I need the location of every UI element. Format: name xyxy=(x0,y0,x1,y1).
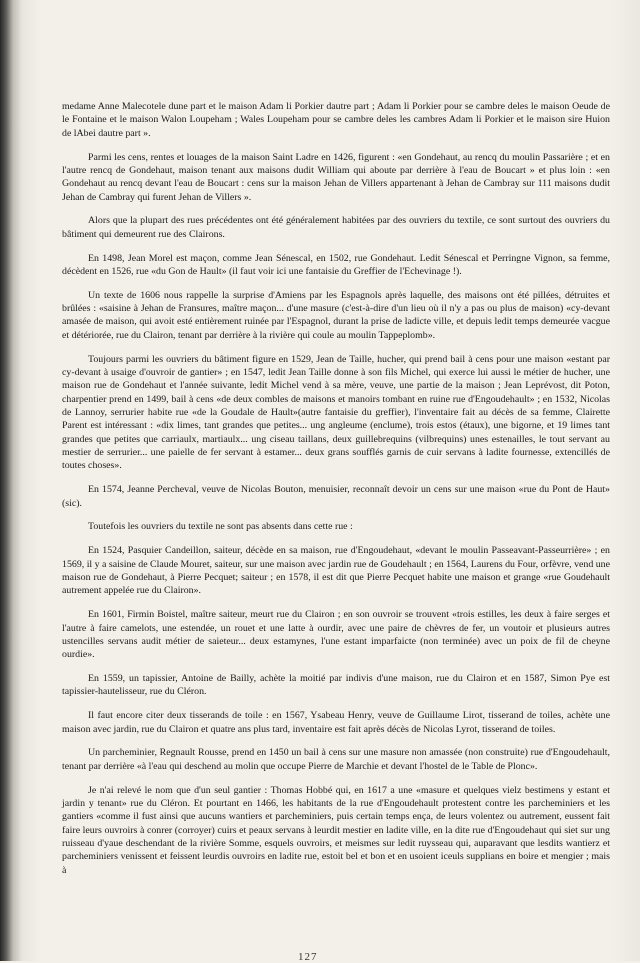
paragraph-12: Il faut encore citer deux tisserands de toile : en 1567, Ysabeau Henry, veuve de Guillaume Lirot, tisserand de toiles, achète une maison avec jardin, rue du Clairon et quatre ans plus tard, inventaire est fait après décès de Nicolas Lyrot, tisserand de toiles. xyxy=(62,710,610,735)
paragraph-1: medame Anne Malecotele dune part et le maison Adam li Porkier dautre part ; Adam li Porkier pour se cambre deles le maison Oeude de le Fontaine et le maison Walon Loupeham ; Wales Loupeham pour se cambre deles les cambres Adam li Porkier et le maison sire Huion de lAbei dautre part ». xyxy=(62,101,610,139)
page-text xyxy=(62,100,610,877)
paragraph-4: En 1498, Jean Morel est maçon, comme Jean Sénescal, en 1502, rue Gondehaut. Ledit Sénescal et Perringne Vignon, sa femme, décèdent en 1526, rue «du Gon de Hault» (il faut voir ici une fantaisie du Greffier de l'Echevinage !). xyxy=(62,252,610,277)
paragraph-5: Un texte de 1606 nous rappelle la surprise d'Amiens par les Espagnols après laquelle, des maisons ont été pillées, détruites et brûlées : «saisine à Jehan de Fransures, maître maçon... d'une masure (c'est-à-dire d'un lieu où il n'y a pas ou plus de maison) «cy-devant amasée de maison, qui avoit esté entièrement ruinée par l'Espagnol, durant la prise de ladicte ville, et depuis ledit temps demeurée vacgue et détériorée, rue du Clairon, tenant par derrière à la rivière qui coule au moulin Tappeplomb». xyxy=(62,289,610,341)
paragraph-2: Parmi les cens, rentes et louages de la maison Saint Ladre en 1426, figurent : «en Gondehaut, au rencq du moulin Passarière ; et en l'autre rencq de Gondehaut, maison tenant aux maisons dudit William qui aboute par derrière à l'eau de Boucart » et plus loin : «en Gondehaut au rencq devant l'eau de Boucart : cens sur la maison Jehan de Villers appartenant à Jehan de Cambray sur 111 maisons dudit Jehan de Cambray qui furent Jehan de Villers ». xyxy=(62,151,610,203)
paragraph-14: Je n'ai relevé le nom que d'un seul gantier : Thomas Hobbé qui, en 1617 a une «masure et quelques vielz bestimens y estant et jardin y tenant» rue du Cléron. Et pourtant en 1466, les habitants de la rue d'Engoudehault protestent contre les parcheminiers et les gantiers «comme il fust ainsi que aucuns wantiers et parcheminiers, puis certain temps ença, de leurs volentez ou autrement, eussent fait faire leurs ouvroirs à conrer (corroyer) cuirs et peaux servans à leurdit mestier en ladite ville, en la dite rue d'Engoudehaut qui siet sur ung ruisseau d'yaue deschendant de la rivière Somme, esquels ouvroirs, et meismes sur ledit ruysseau qui, auparavant que lesdits wantierz et parcheminiers venissent et feissent leurdis ouvroirs en ladite rue, estoit bel et bon et en usoient iceuls supplians en boire et mengier ; mais à xyxy=(62,784,610,876)
paragraph-7: En 1574, Jeanne Percheval, veuve de Nicolas Bouton, menuisier, reconnaît devoir un cens sur une maison «rue du Pont de Haut» (sic). xyxy=(62,484,610,509)
page-number: 127 xyxy=(298,951,318,963)
paragraph-9: En 1524, Pasquier Candeillon, saiteur, décède en sa maison, rue d'Engoudehaut, «devant le moulin Passeavant-Passeurrière» ; en 1569, il y a saisine de Claude Mouret, saiteur, sur une maison avec jardin rue de Goudehault ; en 1564, Laurens du Four, orfèvre, vend une maison rue de Gondehaut, à Pierre Pecquet; saiteur ; en 1578, il est dit que Pierre Pecquet habite une maison et grange «rue Goudehault autrement appelée rue du Clairon». xyxy=(62,545,610,597)
paragraph-6: Toujours parmi les ouvriers du bâtiment figure en 1529, Jean de Taille, hucher, qui prend bail à cens pour une maison «estant par cy-devant à usaige d'ouvroir de gantier» ; en 1547, ledit Jean Taille donne à son fils Michel, qui exerce lui aussi le métier de hucher, une maison rue de Gondehaut et l'année suivante, ledit Michel vend à sa mère, veuve, une partie de la maison ; Jean Leprévost, dit Poton, charpentier prend en 1499, bail à cens «de deux combles de maisons et manoirs tombant en ruine rue d'Engoudehault» ; en 1532, Nicolas de Lannoy, serrurier habite rue «de la Goudale de Hault»(autre fantaisie du greffier), l'inventaire fait au décès de sa femme, Clairette Parent est intéressant : «dix limes, tant grandes que petites... ung angleume (enclume), trois estos (étaux), une bigorne, et 19 limes tant grandes que petites que carriaulx, martiaulx... ung ciseau taillans, deux guillebrequins (vilbrequins) unes estenailles, le tout servant au mestier de serrurier... une paielle de fer servant à estamer... deux grans soufflés garnis de cuir servans à ladite fournesse, extencillés de toutes choses». xyxy=(62,353,610,472)
paragraph-3: Alors que la plupart des rues précédentes ont été généralement habitées par des ouvriers du textile, ce sont surtout des ouvriers du bâtiment qui demeurent rue des Clairons. xyxy=(62,215,610,240)
paragraph-11: En 1559, un tapissier, Antoine de Bailly, achète la moitié par indivis d'une maison, rue du Clairon et en 1587, Simon Pye est tapissier-hautelisseur, rue du Cléron. xyxy=(62,673,610,698)
paragraph-10: En 1601, Firmin Boistel, maître saiteur, meurt rue du Clairon ; en son ouvroir se trouvent «trois estilles, les deux à faire serges et l'autre à faire camelots, une estendée, un rouet et une latte à ourdir, avec une paire de chèvres de fer, un voutoir et plusieurs autres ustencilles servans audit métier de saieteur... deux estamynes, l'une estant imparfaicte (non terminée) avec un poix de fil de cheyne ourdie». xyxy=(62,609,610,661)
paragraph-8: Toutefois les ouvriers du textile ne sont pas absents dans cette rue : xyxy=(88,521,353,533)
paragraph-13: Un parcheminier, Regnault Rousse, prend en 1450 un bail à cens sur une masure non amassée (non construite) rue d'Engoudehault, tenant par derrière «à l'eau qui deschend au molin que occupe Pierre de Marchie et devant l'hostel de le Table de Plonc». xyxy=(62,747,610,772)
